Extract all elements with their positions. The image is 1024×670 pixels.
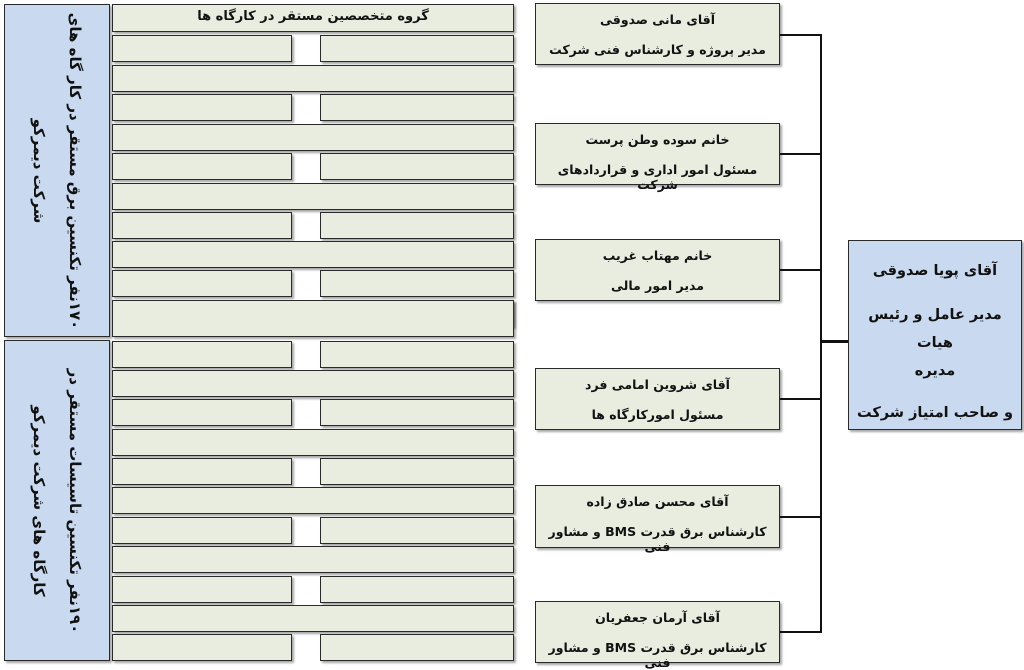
workshop-slot xyxy=(320,399,514,426)
connector-branch xyxy=(780,516,821,518)
connector-ceo xyxy=(820,340,848,343)
manager-card xyxy=(535,239,780,301)
workshop-slot xyxy=(112,487,514,514)
connector-branch xyxy=(780,398,821,400)
workshop-slot xyxy=(112,212,292,239)
workshop-slot xyxy=(112,576,292,603)
connector-branch xyxy=(780,153,821,155)
workshop-slot xyxy=(112,94,292,121)
workshop-slot xyxy=(320,517,514,544)
technician-group-facilities-label: ۱۹۰نفر تکنسین تاسیسات مستقر در کارگاه های شرکت دیمرکو xyxy=(30,368,84,633)
ceo-name: آقای پویا صدوقی xyxy=(872,263,998,279)
manager-role: کارشناس برق قدرت BMS و مشاور فنی xyxy=(548,640,767,670)
workshop-slot xyxy=(320,634,514,661)
workshop-slot xyxy=(112,183,514,210)
manager-name: آقای شروین امامی فرد xyxy=(585,377,730,392)
manager-role: مدیر پروژه و کارشناس فنی شرکت xyxy=(549,42,766,57)
connector-branch xyxy=(780,269,821,271)
workshop-slot xyxy=(112,517,292,544)
manager-name: خانم سوده وطن پرست xyxy=(585,132,730,147)
specialists-header xyxy=(112,4,514,32)
connector-branch xyxy=(780,34,821,36)
manager-card xyxy=(535,485,780,554)
ceo-card xyxy=(848,240,1022,430)
workshop-slot xyxy=(320,341,514,368)
workshop-slot xyxy=(320,576,514,603)
workshop-slot xyxy=(320,458,514,485)
workshop-slot xyxy=(112,35,292,62)
workshop-slot xyxy=(112,65,514,92)
technician-group-electrical-label: ۱۷۰نفر تکنسین برق مستقر در کار گاه های شرکت دیمرکو xyxy=(30,12,84,329)
workshop-slot xyxy=(320,153,514,180)
workshop-slot xyxy=(112,341,292,368)
manager-card xyxy=(535,601,780,670)
manager-card xyxy=(535,3,780,65)
workshop-slot xyxy=(112,429,514,456)
workshop-slot xyxy=(320,212,514,239)
workshop-slot xyxy=(320,35,514,62)
workshop-slot xyxy=(112,270,292,297)
manager-name: خانم مهتاب غریب xyxy=(602,248,713,263)
technician-group-facilities xyxy=(4,340,110,661)
workshop-slot xyxy=(112,153,292,180)
workshop-slot xyxy=(112,634,292,661)
connector-branch xyxy=(780,631,821,633)
manager-name: آقای محسن صادق زاده xyxy=(586,494,729,509)
specialists-header-label: گروه متخصصین مستقر در کارگاه ها xyxy=(197,9,429,24)
manager-role: مسئول امورکارگاه ها xyxy=(591,407,724,422)
manager-role: مسئول امور اداری و قراردادهای شرکت xyxy=(557,162,758,192)
manager-card xyxy=(535,123,780,192)
workshop-slot xyxy=(112,370,514,397)
manager-card xyxy=(535,368,780,430)
workshop-slot xyxy=(112,399,292,426)
manager-role: مدیر امور مالی xyxy=(611,278,704,293)
manager-name: آقای مانی صدوقی xyxy=(600,12,715,27)
workshop-slot xyxy=(112,458,292,485)
workshop-slot xyxy=(320,270,514,297)
workshop-slot xyxy=(112,605,514,632)
workshop-slot xyxy=(112,546,514,573)
ceo-title-line-3: و صاحب امتیاز شرکت xyxy=(856,405,1014,421)
workshop-slot xyxy=(320,94,514,121)
ceo-title-line-2: مدیره xyxy=(914,363,956,379)
ceo-title-line-1: مدیر عامل و رئیس هیات xyxy=(868,307,1002,351)
manager-name: آقای آرمان جعفریان xyxy=(595,610,720,625)
manager-role: کارشناس برق قدرت BMS و مشاور فنی xyxy=(548,524,767,554)
workshop-slot xyxy=(112,300,514,337)
connector-spine xyxy=(820,34,822,633)
workshop-slot xyxy=(112,241,514,268)
technician-group-electrical xyxy=(4,4,110,337)
workshop-slot xyxy=(112,124,514,151)
